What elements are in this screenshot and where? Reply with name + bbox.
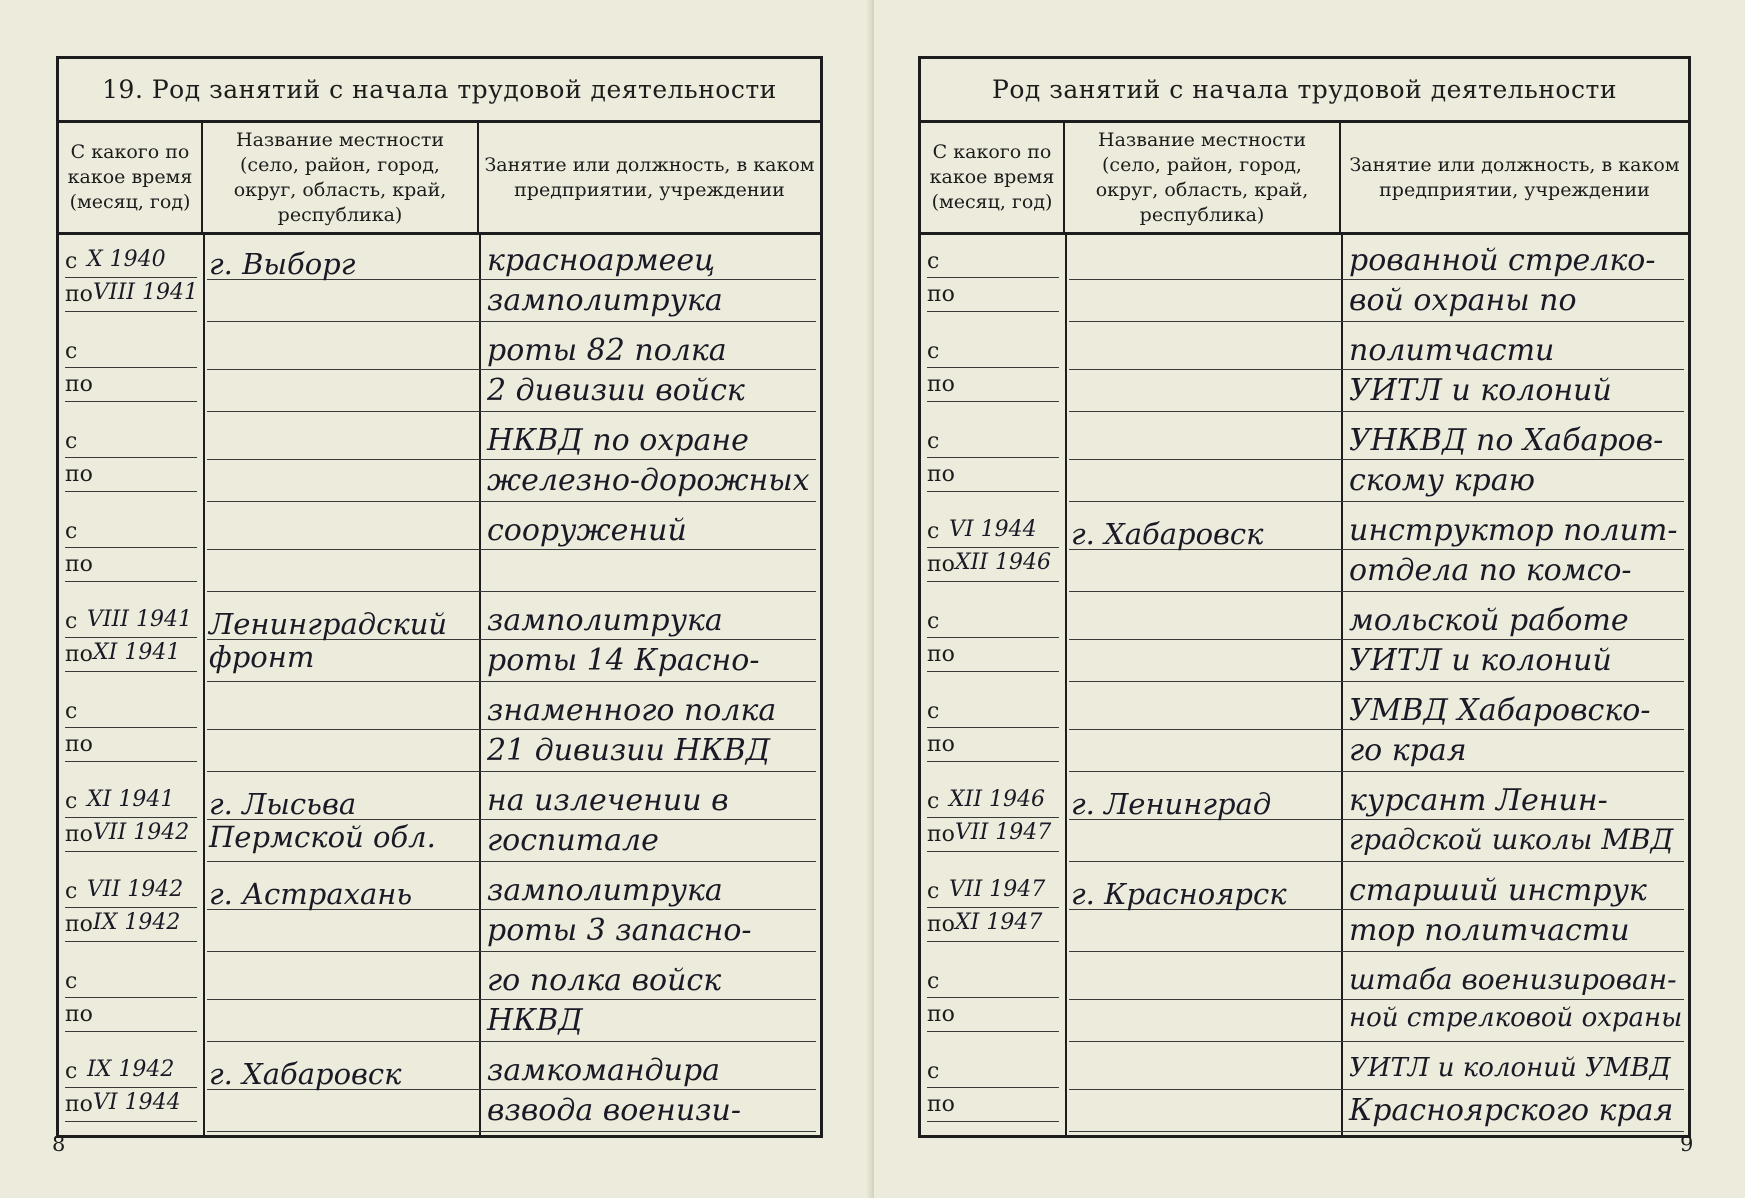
from-date: VII 1942: [87, 877, 184, 902]
to-date-rule: [927, 1031, 1059, 1032]
to-date-rule: [927, 581, 1059, 582]
to-date: VI 1944: [93, 1090, 181, 1115]
occupation-line-1: УНКВД по Хабаров-: [1349, 423, 1664, 458]
to-label: по: [65, 1092, 93, 1117]
from-label: с: [65, 249, 78, 274]
to-label: по: [65, 282, 93, 307]
place-name: г. Выборг: [209, 247, 356, 281]
table-row: [59, 685, 820, 775]
to-label: по: [927, 1002, 955, 1027]
to-date: VII 1942: [93, 820, 190, 845]
from-date-rule: [927, 907, 1059, 908]
occupation-line-2: тор политчасти: [1349, 913, 1630, 948]
header-occupation: Занятие или должность, в каком предприятии, учреждении: [484, 153, 815, 201]
occupation-line-2: железно-дорожных: [487, 463, 810, 498]
table-row: [921, 1045, 1688, 1135]
to-date-rule: [65, 311, 197, 312]
row-bottom-rule: [207, 501, 816, 502]
row-mid-rule: [1069, 369, 1684, 370]
from-date-rule: [927, 277, 1059, 278]
occupation-line-1: мольской работе: [1349, 603, 1629, 638]
to-label: по: [927, 552, 955, 577]
occupation-line-1: красноармеец: [487, 243, 716, 278]
table-row: [59, 1045, 820, 1135]
to-date-rule: [927, 491, 1059, 492]
from-date: XI 1941: [87, 787, 175, 812]
to-label: по: [927, 1092, 955, 1117]
to-date: XI 1941: [93, 640, 181, 665]
from-label: с: [927, 699, 940, 724]
page-title: 19. Род занятий с начала трудовой деятельности: [59, 59, 820, 123]
place-name: г. Ленинград: [1071, 787, 1272, 821]
to-date: IX 1942: [93, 910, 181, 935]
table-row: [921, 235, 1688, 325]
to-date-rule: [927, 761, 1059, 762]
row-mid-rule: [207, 999, 816, 1000]
occupation-line-2: роты 14 Красно-: [487, 643, 760, 678]
to-date-rule: [65, 1031, 197, 1032]
from-date: XII 1946: [949, 787, 1046, 812]
from-date-rule: [65, 457, 197, 458]
left-page: [0, 0, 872, 1198]
occupation-line-1: на излечении в: [487, 783, 729, 818]
from-date-rule: [65, 997, 197, 998]
row-bottom-rule: [207, 1041, 816, 1042]
row-mid-rule: [207, 459, 816, 460]
occupation-line-2: УИТЛ и колоний: [1349, 373, 1612, 408]
table-header: [921, 123, 1688, 235]
place-name-cont: фронт: [209, 640, 315, 674]
row-mid-rule: [1069, 999, 1684, 1000]
row-mid-rule: [1069, 459, 1684, 460]
from-label: с: [927, 789, 940, 814]
row-bottom-rule: [1069, 411, 1684, 412]
to-label: по: [927, 822, 955, 847]
to-label: по: [65, 552, 93, 577]
table-body: [921, 235, 1688, 1135]
occupation-line-2: вой охраны по: [1349, 283, 1577, 318]
occupation-line-1: старший инструк: [1349, 873, 1647, 908]
occupation-line-2: госпитале: [487, 823, 659, 858]
from-date-rule: [65, 547, 197, 548]
from-label: с: [65, 879, 78, 904]
row-bottom-rule: [207, 321, 816, 322]
place-name: г. Лысьва: [209, 787, 357, 821]
from-date-rule: [65, 1087, 197, 1088]
occupation-line-2: замполитрука: [487, 283, 723, 318]
occupation-line-2: го края: [1349, 733, 1467, 768]
to-label: по: [65, 372, 93, 397]
occupation-line-1: замполитрука: [487, 873, 723, 908]
occupation-line-1: роты 82 полка: [487, 333, 727, 368]
from-label: с: [65, 339, 78, 364]
to-date-rule: [65, 671, 197, 672]
occupation-line-1: сооружений: [487, 513, 687, 548]
table-row: [59, 595, 820, 685]
right-page: [874, 0, 1745, 1198]
from-label: с: [927, 249, 940, 274]
from-date: IX 1942: [87, 1057, 175, 1082]
occupation-line-2: ной стрелковой охраны: [1349, 1003, 1683, 1033]
from-label: с: [927, 339, 940, 364]
from-label: с: [65, 1059, 78, 1084]
occupation-line-1: замкомандира: [487, 1053, 721, 1088]
from-label: с: [65, 789, 78, 814]
from-date-rule: [927, 1087, 1059, 1088]
to-date-rule: [927, 941, 1059, 942]
table-row: [59, 235, 820, 325]
row-bottom-rule: [1069, 501, 1684, 502]
occupation-line-2: Красноярского края: [1349, 1093, 1674, 1128]
to-date-rule: [927, 1121, 1059, 1122]
table-row: [59, 955, 820, 1045]
row-mid-rule: [1069, 279, 1684, 280]
occupation-line-1: го полка войск: [487, 963, 722, 998]
place-name: г. Красноярск: [1071, 877, 1287, 911]
from-label: с: [65, 699, 78, 724]
row-mid-rule: [1069, 729, 1684, 730]
from-date: VI 1944: [949, 517, 1037, 542]
to-label: по: [927, 372, 955, 397]
occupation-line-2: скому краю: [1349, 463, 1536, 498]
row-mid-rule: [1069, 639, 1684, 640]
to-date: VII 1947: [955, 820, 1052, 845]
occupation-line-2: роты 3 запасно-: [487, 913, 752, 948]
to-label: по: [65, 462, 93, 487]
from-date-rule: [65, 907, 197, 908]
table-row: [921, 685, 1688, 775]
row-mid-rule: [207, 729, 816, 730]
page-number: 8: [52, 1132, 66, 1156]
to-label: по: [927, 732, 955, 757]
from-label: с: [65, 429, 78, 454]
from-date-rule: [927, 817, 1059, 818]
to-label: по: [65, 912, 93, 937]
occupation-line-1: инструктор полит-: [1349, 513, 1678, 548]
from-label: с: [65, 969, 78, 994]
row-bottom-rule: [207, 951, 816, 952]
to-label: по: [927, 462, 955, 487]
from-label: с: [927, 1059, 940, 1084]
table-header: [59, 123, 820, 235]
occupation-line-1: НКВД по охране: [487, 423, 749, 458]
from-label: с: [927, 519, 940, 544]
to-label: по: [65, 822, 93, 847]
row-bottom-rule: [1069, 591, 1684, 592]
occupation-line-2: УИТЛ и колоний: [1349, 643, 1612, 678]
row-mid-rule: [207, 369, 816, 370]
row-bottom-rule: [207, 681, 816, 682]
to-date-rule: [927, 851, 1059, 852]
table-row: [921, 955, 1688, 1045]
occupation-line-2: градской школы МВД: [1349, 823, 1674, 856]
from-label: с: [927, 879, 940, 904]
to-label: по: [927, 642, 955, 667]
to-date-rule: [65, 491, 197, 492]
table-row: [59, 505, 820, 595]
place-name: г. Хабаровск: [209, 1057, 402, 1091]
occupation-line-1: политчасти: [1349, 333, 1555, 368]
page-title: Род занятий с начала трудовой деятельности: [921, 59, 1688, 123]
from-date-rule: [927, 997, 1059, 998]
from-date-rule: [65, 277, 197, 278]
table-body: [59, 235, 820, 1135]
to-label: по: [65, 642, 93, 667]
row-mid-rule: [207, 549, 816, 550]
row-bottom-rule: [1069, 1131, 1684, 1132]
to-date-rule: [65, 401, 197, 402]
row-bottom-rule: [207, 1131, 816, 1132]
from-date-rule: [927, 547, 1059, 548]
occupation-line-2: 21 дивизии НКВД: [487, 733, 771, 768]
occupation-line-1: знаменного полка: [487, 693, 777, 728]
to-date-rule: [65, 1121, 197, 1122]
table-row: [921, 505, 1688, 595]
labor-record-table-right: [918, 56, 1691, 1138]
occupation-line-1: курсант Ленин-: [1349, 783, 1608, 818]
place-name-cont: Пермской обл.: [209, 820, 436, 854]
from-date-rule: [927, 727, 1059, 728]
header-place: Название местности (село, район, город, округ, область, край, республика): [203, 123, 479, 232]
row-bottom-rule: [1069, 771, 1684, 772]
from-date: VII 1947: [949, 877, 1046, 902]
occupation-line-2: отдела по комсо-: [1349, 553, 1632, 588]
to-label: по: [927, 282, 955, 307]
to-date-rule: [927, 311, 1059, 312]
from-date: VIII 1941: [87, 607, 192, 632]
from-date-rule: [65, 637, 197, 638]
from-date-rule: [65, 727, 197, 728]
to-date-rule: [927, 401, 1059, 402]
table-row: [921, 325, 1688, 415]
to-date-rule: [65, 941, 197, 942]
from-date: X 1940: [87, 247, 166, 272]
labor-record-table-left: [56, 56, 823, 1138]
row-bottom-rule: [207, 861, 816, 862]
row-bottom-rule: [207, 771, 816, 772]
from-date-rule: [65, 367, 197, 368]
row-bottom-rule: [207, 591, 816, 592]
from-date-rule: [927, 367, 1059, 368]
to-label: по: [65, 1002, 93, 1027]
row-mid-rule: [1069, 1089, 1684, 1090]
header-period: С какого по какое время (месяц, год): [921, 123, 1065, 232]
occupation-line-1: замполитрука: [487, 603, 723, 638]
from-date-rule: [927, 457, 1059, 458]
header-place: Название местности (село, район, город, округ, область, край, республика): [1065, 123, 1341, 232]
occupation-line-2: взвода военизи-: [487, 1093, 741, 1128]
to-date-rule: [927, 671, 1059, 672]
from-date-rule: [927, 637, 1059, 638]
occupation-line-1: рованной стрелко-: [1349, 243, 1656, 278]
occupation-line-1: УИТЛ и колоний УМВД: [1349, 1053, 1671, 1083]
table-row: [921, 415, 1688, 505]
table-row: [921, 775, 1688, 865]
to-date-rule: [65, 761, 197, 762]
to-label: по: [65, 732, 93, 757]
page-number: 9: [1680, 1132, 1694, 1156]
table-row: [921, 595, 1688, 685]
to-date: XI 1947: [955, 910, 1043, 935]
from-label: с: [927, 609, 940, 634]
from-label: с: [927, 429, 940, 454]
from-label: с: [65, 609, 78, 634]
occupation-line-1: УМВД Хабаровско-: [1349, 693, 1651, 728]
from-label: с: [65, 519, 78, 544]
table-row: [59, 865, 820, 955]
row-bottom-rule: [1069, 321, 1684, 322]
occupation-line-2: 2 дивизии войск: [487, 373, 745, 408]
row-bottom-rule: [1069, 681, 1684, 682]
place-name: г. Хабаровск: [1071, 517, 1264, 551]
to-label: по: [927, 912, 955, 937]
to-date-rule: [65, 581, 197, 582]
to-date-rule: [65, 851, 197, 852]
to-date: VIII 1941: [93, 280, 198, 305]
to-date: XII 1946: [955, 550, 1052, 575]
table-row: [59, 775, 820, 865]
from-label: с: [927, 969, 940, 994]
row-bottom-rule: [207, 411, 816, 412]
place-name: г. Астрахань: [209, 877, 413, 911]
occupation-line-1: штаба военизирован-: [1349, 963, 1677, 996]
header-occupation: Занятие или должность, в каком предприятии, учреждении: [1349, 153, 1680, 201]
header-period: С какого по какое время (месяц, год): [59, 123, 203, 232]
row-bottom-rule: [1069, 1041, 1684, 1042]
table-row: [59, 415, 820, 505]
table-row: [921, 865, 1688, 955]
from-date-rule: [65, 817, 197, 818]
place-name: Ленинградский: [209, 607, 448, 641]
row-bottom-rule: [1069, 861, 1684, 862]
row-bottom-rule: [1069, 951, 1684, 952]
table-row: [59, 325, 820, 415]
occupation-line-2: НКВД: [487, 1003, 583, 1038]
